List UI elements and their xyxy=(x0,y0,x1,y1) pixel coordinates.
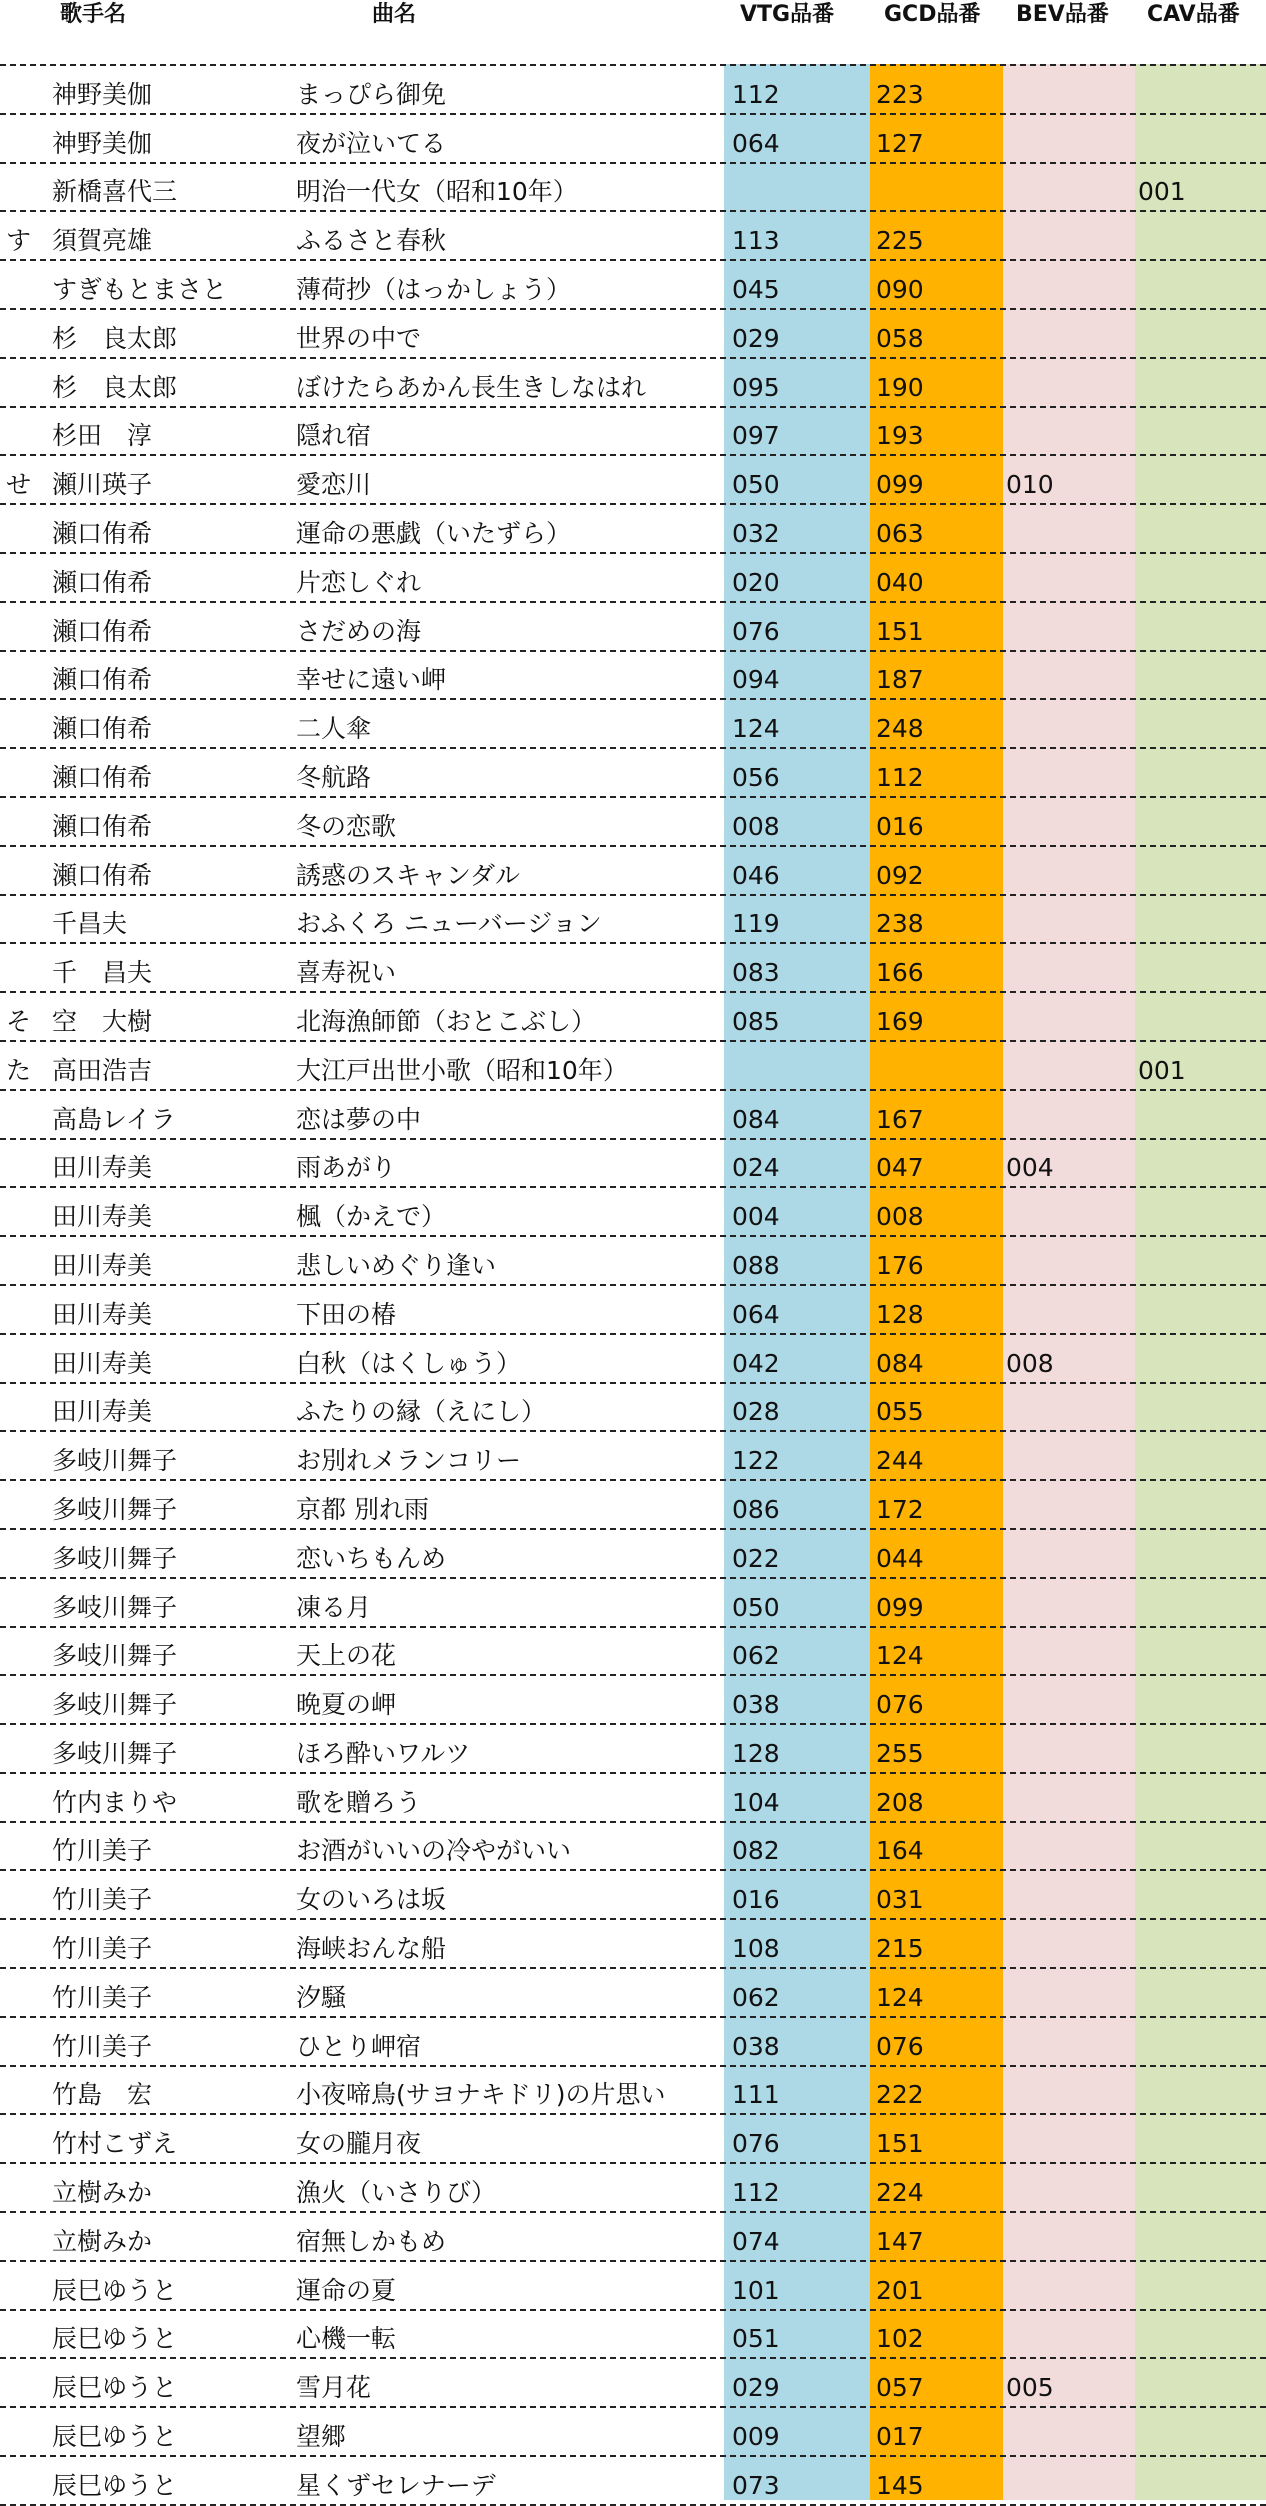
artist-cell: すぎもとまさと xyxy=(52,274,228,304)
song-cell: 宿無しかもめ xyxy=(296,2226,447,2256)
vtg-cell: 032 xyxy=(732,518,780,548)
vtg-cell: 046 xyxy=(732,860,780,890)
vtg-cell: 051 xyxy=(732,2324,780,2354)
gcd-cell: 044 xyxy=(876,1543,924,1573)
song-cell: 誘惑のスキャンダル xyxy=(296,860,521,890)
table-row xyxy=(0,1823,1266,1872)
header-song: 曲名 xyxy=(372,2,417,27)
vtg-cell: 084 xyxy=(732,1104,780,1134)
bev-cell: 004 xyxy=(1006,1153,1054,1183)
gcd-cell: 193 xyxy=(876,421,924,451)
index-initial: そ xyxy=(6,1006,32,1036)
table-row xyxy=(0,1676,1266,1725)
song-cell: 京都 別れ雨 xyxy=(296,1494,429,1524)
vtg-cell: 024 xyxy=(732,1153,780,1183)
song-cell: 汐騒 xyxy=(296,1982,347,2012)
vtg-cell: 004 xyxy=(732,1202,780,1232)
table-row xyxy=(0,1871,1266,1920)
song-cell: 海峡おんな船 xyxy=(296,1934,447,1964)
table-row xyxy=(0,1481,1266,1530)
artist-cell: 竹川美子 xyxy=(52,1836,153,1866)
artist-cell: 竹川美子 xyxy=(52,1934,153,1964)
artist-cell: 千昌夫 xyxy=(52,909,128,939)
song-cell: 心機一転 xyxy=(296,2324,397,2354)
gcd-cell: 151 xyxy=(876,2129,924,2159)
gcd-cell: 102 xyxy=(876,2324,924,2354)
song-cell: 喜寿祝い xyxy=(296,958,397,988)
index-initial: せ xyxy=(6,470,32,500)
artist-cell: 瀬口侑希 xyxy=(52,860,153,890)
artist-cell: 田川寿美 xyxy=(52,1299,153,1329)
gcd-cell: 128 xyxy=(876,1299,924,1329)
table-row xyxy=(0,261,1266,310)
bev-cell: 008 xyxy=(1006,1348,1054,1378)
song-cell: 夜が泣いてる xyxy=(296,128,447,158)
table-row xyxy=(0,1042,1266,1091)
table-row xyxy=(0,554,1266,603)
gcd-cell: 255 xyxy=(876,1738,924,1768)
song-cell: 幸せに遠い岬 xyxy=(296,665,447,695)
artist-cell: 高田浩吉 xyxy=(52,1055,153,1085)
table-row xyxy=(0,700,1266,749)
song-cell: 白秋（はくしゅう） xyxy=(296,1348,522,1378)
artist-cell: 竹島 宏 xyxy=(52,2080,153,2110)
header-vtg: VTG品番 xyxy=(740,2,835,27)
vtg-cell: 038 xyxy=(732,2031,780,2061)
table-row xyxy=(0,1335,1266,1384)
gcd-cell: 017 xyxy=(876,2422,924,2452)
vtg-cell: 113 xyxy=(732,226,780,256)
table-row xyxy=(0,749,1266,798)
song-cell: 小夜啼鳥(サヨナキドリ)の片思い xyxy=(296,2080,666,2110)
header-divider xyxy=(0,64,1266,66)
vtg-cell: 009 xyxy=(732,2422,780,2452)
artist-cell: 辰巳ゆうと xyxy=(52,2422,178,2452)
gcd-cell: 167 xyxy=(876,1104,924,1134)
gcd-cell: 124 xyxy=(876,1641,924,1671)
song-cell: お別れメランコリー xyxy=(296,1446,522,1476)
gcd-cell: 008 xyxy=(876,1202,924,1232)
song-cell: 運命の夏 xyxy=(296,2275,397,2305)
bev-cell: 010 xyxy=(1006,470,1054,500)
index-initial: す xyxy=(6,226,32,256)
table-row xyxy=(0,1969,1266,2018)
vtg-cell: 086 xyxy=(732,1494,780,1524)
vtg-cell: 076 xyxy=(732,2129,780,2159)
song-cell: 女の朧月夜 xyxy=(296,2129,422,2159)
table-row xyxy=(0,2067,1266,2116)
gcd-cell: 031 xyxy=(876,1885,924,1915)
vtg-cell: 119 xyxy=(732,909,780,939)
vtg-cell: 045 xyxy=(732,274,780,304)
song-cell: 雪月花 xyxy=(296,2373,372,2403)
table-row xyxy=(0,2457,1266,2506)
vtg-cell: 073 xyxy=(732,2470,780,2500)
vtg-cell: 029 xyxy=(732,2373,780,2403)
vtg-cell: 050 xyxy=(732,470,780,500)
table-body xyxy=(0,66,1266,2506)
artist-cell: 高島レイラ xyxy=(52,1104,176,1134)
song-cell: まっぴら御免 xyxy=(296,79,447,109)
table-row xyxy=(0,1091,1266,1140)
table-row xyxy=(0,1774,1266,1823)
artist-cell: 田川寿美 xyxy=(52,1348,153,1378)
cav-cell: 001 xyxy=(1138,1055,1186,1085)
vtg-cell: 064 xyxy=(732,1299,780,1329)
artist-cell: 辰巳ゆうと xyxy=(52,2470,178,2500)
vtg-cell: 008 xyxy=(732,811,780,841)
song-cell: さだめの海 xyxy=(296,616,422,646)
artist-cell: 立樹みか xyxy=(52,2226,153,2256)
artist-cell: 竹川美子 xyxy=(52,1885,153,1915)
song-cell: 恋は夢の中 xyxy=(296,1104,422,1134)
song-cell: ふたりの縁（えにし） xyxy=(296,1397,547,1427)
gcd-cell: 224 xyxy=(876,2178,924,2208)
song-cell: 冬の恋歌 xyxy=(296,811,397,841)
gcd-cell: 127 xyxy=(876,128,924,158)
artist-cell: 瀬口侑希 xyxy=(52,665,153,695)
table-row xyxy=(0,798,1266,847)
vtg-cell: 038 xyxy=(732,1690,780,1720)
table-row xyxy=(0,310,1266,359)
table-row xyxy=(0,2262,1266,2311)
vtg-cell: 022 xyxy=(732,1543,780,1573)
vtg-cell: 095 xyxy=(732,372,780,402)
gcd-cell: 172 xyxy=(876,1494,924,1524)
artist-cell: 新橋喜代三 xyxy=(52,177,178,207)
gcd-cell: 076 xyxy=(876,1690,924,1720)
vtg-cell: 085 xyxy=(732,1006,780,1036)
artist-cell: 多岐川舞子 xyxy=(52,1738,178,1768)
song-cell: 恋いちもんめ xyxy=(296,1543,447,1573)
artist-cell: 瀬川瑛子 xyxy=(52,470,153,500)
gcd-cell: 063 xyxy=(876,518,924,548)
gcd-cell: 151 xyxy=(876,616,924,646)
artist-cell: 杉田 淳 xyxy=(52,421,153,451)
artist-cell: 田川寿美 xyxy=(52,1250,153,1280)
gcd-cell: 201 xyxy=(876,2275,924,2305)
table-row xyxy=(0,164,1266,213)
vtg-cell: 029 xyxy=(732,323,780,353)
gcd-cell: 169 xyxy=(876,1006,924,1036)
vtg-cell: 062 xyxy=(732,1982,780,2012)
vtg-cell: 083 xyxy=(732,958,780,988)
song-cell: ふるさと春秋 xyxy=(296,226,447,256)
table-row xyxy=(0,1725,1266,1774)
table-row xyxy=(0,212,1266,261)
vtg-cell: 074 xyxy=(732,2226,780,2256)
artist-cell: 杉 良太郎 xyxy=(52,372,178,402)
gcd-cell: 244 xyxy=(876,1446,924,1476)
table-row xyxy=(0,1432,1266,1481)
vtg-cell: 076 xyxy=(732,616,780,646)
table-row xyxy=(0,66,1266,115)
artist-cell: 神野美伽 xyxy=(52,128,153,158)
vtg-cell: 101 xyxy=(732,2275,780,2305)
song-cell: 天上の花 xyxy=(296,1641,397,1671)
table-header xyxy=(0,0,1266,30)
song-cell: 凍る月 xyxy=(296,1592,372,1622)
artist-cell: 辰巳ゆうと xyxy=(52,2324,178,2354)
gcd-cell: 112 xyxy=(876,762,924,792)
vtg-cell: 111 xyxy=(732,2080,780,2110)
song-cell: ひとり岬宿 xyxy=(296,2031,422,2061)
gcd-cell: 145 xyxy=(876,2470,924,2500)
song-cell: 愛恋川 xyxy=(296,470,372,500)
song-cell: 隠れ宿 xyxy=(296,421,372,451)
song-cell: 冬航路 xyxy=(296,762,372,792)
vtg-cell: 062 xyxy=(732,1641,780,1671)
artist-cell: 竹村こずえ xyxy=(52,2129,178,2159)
song-cell: ぼけたらあかん長生きしなはれ xyxy=(296,372,647,402)
vtg-cell: 094 xyxy=(732,665,780,695)
gcd-cell: 057 xyxy=(876,2373,924,2403)
vtg-cell: 097 xyxy=(732,421,780,451)
artist-cell: 多岐川舞子 xyxy=(52,1592,178,1622)
artist-cell: 多岐川舞子 xyxy=(52,1690,178,1720)
song-cell: 歌を贈ろう xyxy=(296,1787,422,1817)
vtg-cell: 028 xyxy=(732,1397,780,1427)
song-cell: おふくろ ニューバージョン xyxy=(296,909,602,939)
table-row xyxy=(0,408,1266,457)
artist-cell: 田川寿美 xyxy=(52,1397,153,1427)
table-row xyxy=(0,1920,1266,1969)
table-row xyxy=(0,847,1266,896)
song-cell: 楓（かえで） xyxy=(296,1202,447,1232)
song-cell: 女のいろは坂 xyxy=(296,1885,447,1915)
vtg-cell: 020 xyxy=(732,567,780,597)
song-cell: お酒がいいの冷やがいい xyxy=(296,1836,572,1866)
header-artist: 歌手名 xyxy=(60,2,127,27)
vtg-cell: 104 xyxy=(732,1787,780,1817)
artist-cell: 瀬口侑希 xyxy=(52,567,153,597)
gcd-cell: 164 xyxy=(876,1836,924,1866)
song-cell: 下田の椿 xyxy=(296,1299,397,1329)
table-row xyxy=(0,2213,1266,2262)
table-row xyxy=(0,993,1266,1042)
artist-cell: 辰巳ゆうと xyxy=(52,2275,178,2305)
vtg-cell: 112 xyxy=(732,2178,780,2208)
index-initial: た xyxy=(6,1055,32,1085)
table-row xyxy=(0,2115,1266,2164)
song-cell: 世界の中で xyxy=(296,323,422,353)
table-row xyxy=(0,115,1266,164)
vtg-cell: 088 xyxy=(732,1250,780,1280)
song-cell: 二人傘 xyxy=(296,714,372,744)
gcd-cell: 040 xyxy=(876,567,924,597)
song-cell: ほろ酔いワルツ xyxy=(296,1738,471,1768)
artist-cell: 立樹みか xyxy=(52,2178,153,2208)
header-gcd: GCD品番 xyxy=(884,2,981,27)
table-row xyxy=(0,1286,1266,1335)
song-cell: 運命の悪戯（いたずら） xyxy=(296,518,572,548)
vtg-cell: 050 xyxy=(732,1592,780,1622)
song-cell: 大江戸出世小歌（昭和10年） xyxy=(296,1055,628,1085)
artist-cell: 多岐川舞子 xyxy=(52,1641,178,1671)
cav-cell: 001 xyxy=(1138,177,1186,207)
gcd-cell: 223 xyxy=(876,79,924,109)
artist-cell: 千 昌夫 xyxy=(52,958,153,988)
song-cell: 雨あがり xyxy=(296,1153,397,1183)
song-cell: 北海漁師節（おとこぶし） xyxy=(296,1006,597,1036)
gcd-cell: 099 xyxy=(876,470,924,500)
vtg-cell: 082 xyxy=(732,1836,780,1866)
artist-cell: 多岐川舞子 xyxy=(52,1494,178,1524)
table-row xyxy=(0,1530,1266,1579)
gcd-cell: 248 xyxy=(876,714,924,744)
gcd-cell: 058 xyxy=(876,323,924,353)
song-cell: 晩夏の岬 xyxy=(296,1690,397,1720)
song-cell: 星くずセレナーデ xyxy=(296,2470,496,2500)
gcd-cell: 225 xyxy=(876,226,924,256)
gcd-cell: 076 xyxy=(876,2031,924,2061)
vtg-cell: 128 xyxy=(732,1738,780,1768)
header-cav: CAV品番 xyxy=(1147,2,1240,27)
table-row xyxy=(0,1237,1266,1286)
song-cell: 片恋しぐれ xyxy=(296,567,422,597)
artist-cell: 多岐川舞子 xyxy=(52,1446,178,1476)
gcd-cell: 090 xyxy=(876,274,924,304)
gcd-cell: 147 xyxy=(876,2226,924,2256)
table-row xyxy=(0,603,1266,652)
artist-cell: 竹川美子 xyxy=(52,2031,153,2061)
vtg-cell: 124 xyxy=(732,714,780,744)
song-cell: 薄荷抄（はっかしょう） xyxy=(296,274,572,304)
gcd-cell: 166 xyxy=(876,958,924,988)
gcd-cell: 215 xyxy=(876,1934,924,1964)
artist-cell: 竹川美子 xyxy=(52,1982,153,2012)
gcd-cell: 124 xyxy=(876,1982,924,2012)
table-row xyxy=(0,896,1266,945)
table-row xyxy=(0,652,1266,701)
artist-cell: 瀬口侑希 xyxy=(52,616,153,646)
gcd-cell: 176 xyxy=(876,1250,924,1280)
artist-cell: 瀬口侑希 xyxy=(52,762,153,792)
artist-cell: 多岐川舞子 xyxy=(52,1543,178,1573)
song-cell: 明治一代女（昭和10年） xyxy=(296,177,578,207)
table-row xyxy=(0,2408,1266,2457)
song-cell: 望郷 xyxy=(296,2422,347,2452)
table-row xyxy=(0,1188,1266,1237)
vtg-cell: 108 xyxy=(732,1934,780,1964)
gcd-cell: 047 xyxy=(876,1153,924,1183)
artist-cell: 辰巳ゆうと xyxy=(52,2373,178,2403)
gcd-cell: 099 xyxy=(876,1592,924,1622)
artist-cell: 瀬口侑希 xyxy=(52,811,153,841)
artist-cell: 空 大樹 xyxy=(52,1006,153,1036)
song-cell: 漁火（いさりび） xyxy=(296,2178,497,2208)
gcd-cell: 084 xyxy=(876,1348,924,1378)
artist-cell: 神野美伽 xyxy=(52,79,153,109)
vtg-cell: 112 xyxy=(732,79,780,109)
artist-cell: 田川寿美 xyxy=(52,1153,153,1183)
table-row xyxy=(0,1579,1266,1628)
artist-cell: 田川寿美 xyxy=(52,1202,153,1232)
table-row xyxy=(0,2311,1266,2360)
vtg-cell: 016 xyxy=(732,1885,780,1915)
table-row xyxy=(0,944,1266,993)
artist-cell: 竹内まりや xyxy=(52,1787,178,1817)
table-row xyxy=(0,2018,1266,2067)
table-row xyxy=(0,1140,1266,1189)
table-row xyxy=(0,1628,1266,1677)
gcd-cell: 222 xyxy=(876,2080,924,2110)
vtg-cell: 064 xyxy=(732,128,780,158)
table-row xyxy=(0,2164,1266,2213)
table-row xyxy=(0,359,1266,408)
table-row xyxy=(0,456,1266,505)
gcd-cell: 016 xyxy=(876,811,924,841)
gcd-cell: 092 xyxy=(876,860,924,890)
artist-cell: 杉 良太郎 xyxy=(52,323,178,353)
song-cell: 悲しいめぐり逢い xyxy=(296,1250,497,1280)
bev-cell: 005 xyxy=(1006,2373,1054,2403)
vtg-cell: 042 xyxy=(732,1348,780,1378)
gcd-cell: 187 xyxy=(876,665,924,695)
artist-cell: 須賀亮雄 xyxy=(52,226,153,256)
artist-cell: 瀬口侑希 xyxy=(52,518,153,548)
vtg-cell: 122 xyxy=(732,1446,780,1476)
gcd-cell: 208 xyxy=(876,1787,924,1817)
artist-cell: 瀬口侑希 xyxy=(52,714,153,744)
header-bev: BEV品番 xyxy=(1016,2,1109,27)
gcd-cell: 190 xyxy=(876,372,924,402)
gcd-cell: 238 xyxy=(876,909,924,939)
vtg-cell: 056 xyxy=(732,762,780,792)
gcd-cell: 055 xyxy=(876,1397,924,1427)
table-row xyxy=(0,2359,1266,2408)
table-row xyxy=(0,505,1266,554)
table-row xyxy=(0,1384,1266,1433)
